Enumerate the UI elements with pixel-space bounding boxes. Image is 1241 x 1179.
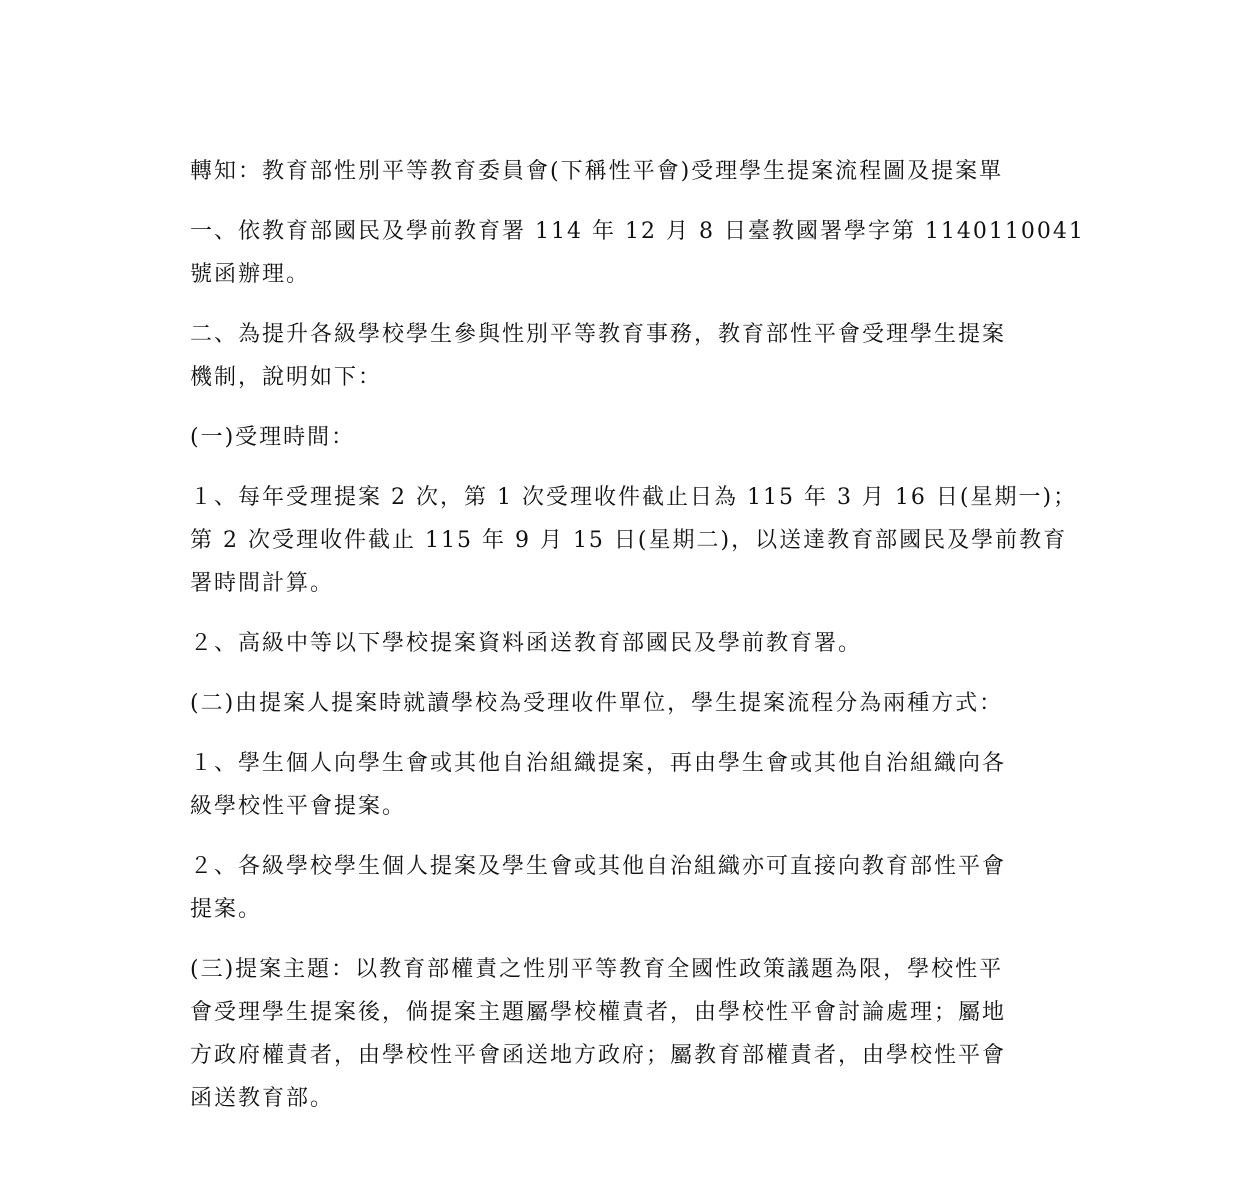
text-line: 會受理學生提案後，倘提案主題屬學校權責者，由學校性平會討論處理；屬地 xyxy=(190,1000,1007,1025)
text-line: 署時間計算。 xyxy=(190,571,335,596)
text-line: 號函辦理。 xyxy=(190,262,311,287)
paragraph-process-2 xyxy=(190,845,1050,931)
paragraph-submission xyxy=(190,622,1050,665)
document-page xyxy=(190,150,1085,1137)
text-line: 提案。 xyxy=(190,897,263,922)
text-line: (二)由提案人提案時就讀學校為受理收件單位，學生提案流程分為兩種方式： xyxy=(190,691,1004,716)
text-line: １、每年受理提案 2 次，第 1 次受理收件截止日為 115 年 3 月 16 日(星期一)； xyxy=(190,485,1078,510)
paragraph-process-1 xyxy=(190,742,1050,828)
text-line: 函送教育部。 xyxy=(190,1086,335,1111)
document-title xyxy=(190,150,1050,193)
section-heading-process xyxy=(190,682,1050,725)
text-line: ２、高級中等以下學校提案資料函送教育部國民及學前教育署。 xyxy=(190,631,863,656)
text-line: (一)受理時間： xyxy=(190,425,356,450)
text-line: (三)提案主題：以教育部權責之性別平等教育全國性政策議題為限，學校性平 xyxy=(190,957,1004,982)
paragraph-deadlines xyxy=(190,476,1078,605)
text-line: 機制，說明如下： xyxy=(190,365,383,390)
paragraph-mechanism xyxy=(190,313,1050,399)
section-heading-acceptance-time xyxy=(190,416,1050,459)
text-line: 第 2 次受理收件截止 115 年 9 月 15 日(星期二)，以送達教育部國民及學前教育 xyxy=(190,528,1068,553)
text-line: 方政府權責者，由學校性平會函送地方政府；屬教育部權責者，由學校性平會 xyxy=(190,1043,1007,1068)
paragraph-topics xyxy=(190,948,1050,1120)
text-line: １、學生個人向學生會或其他自治組織提案，再由學生會或其他自治組織向各 xyxy=(190,751,1007,776)
text-line: 一、依教育部國民及學前教育署 114 年 12 月 8 日臺教國署學字第 1140110041 xyxy=(190,219,1085,244)
paragraph-reference xyxy=(190,210,1085,296)
text-line: 二、為提升各級學校學生參與性別平等教育事務，教育部性平會受理學生提案 xyxy=(190,322,1007,347)
text-line: ２、各級學校學生個人提案及學生會或其他自治組織亦可直接向教育部性平會 xyxy=(190,854,1007,879)
title-line: 轉知：教育部性別平等教育委員會(下稱性平會)受理學生提案流程圖及提案單 xyxy=(190,159,1004,184)
text-line: 級學校性平會提案。 xyxy=(190,794,407,819)
